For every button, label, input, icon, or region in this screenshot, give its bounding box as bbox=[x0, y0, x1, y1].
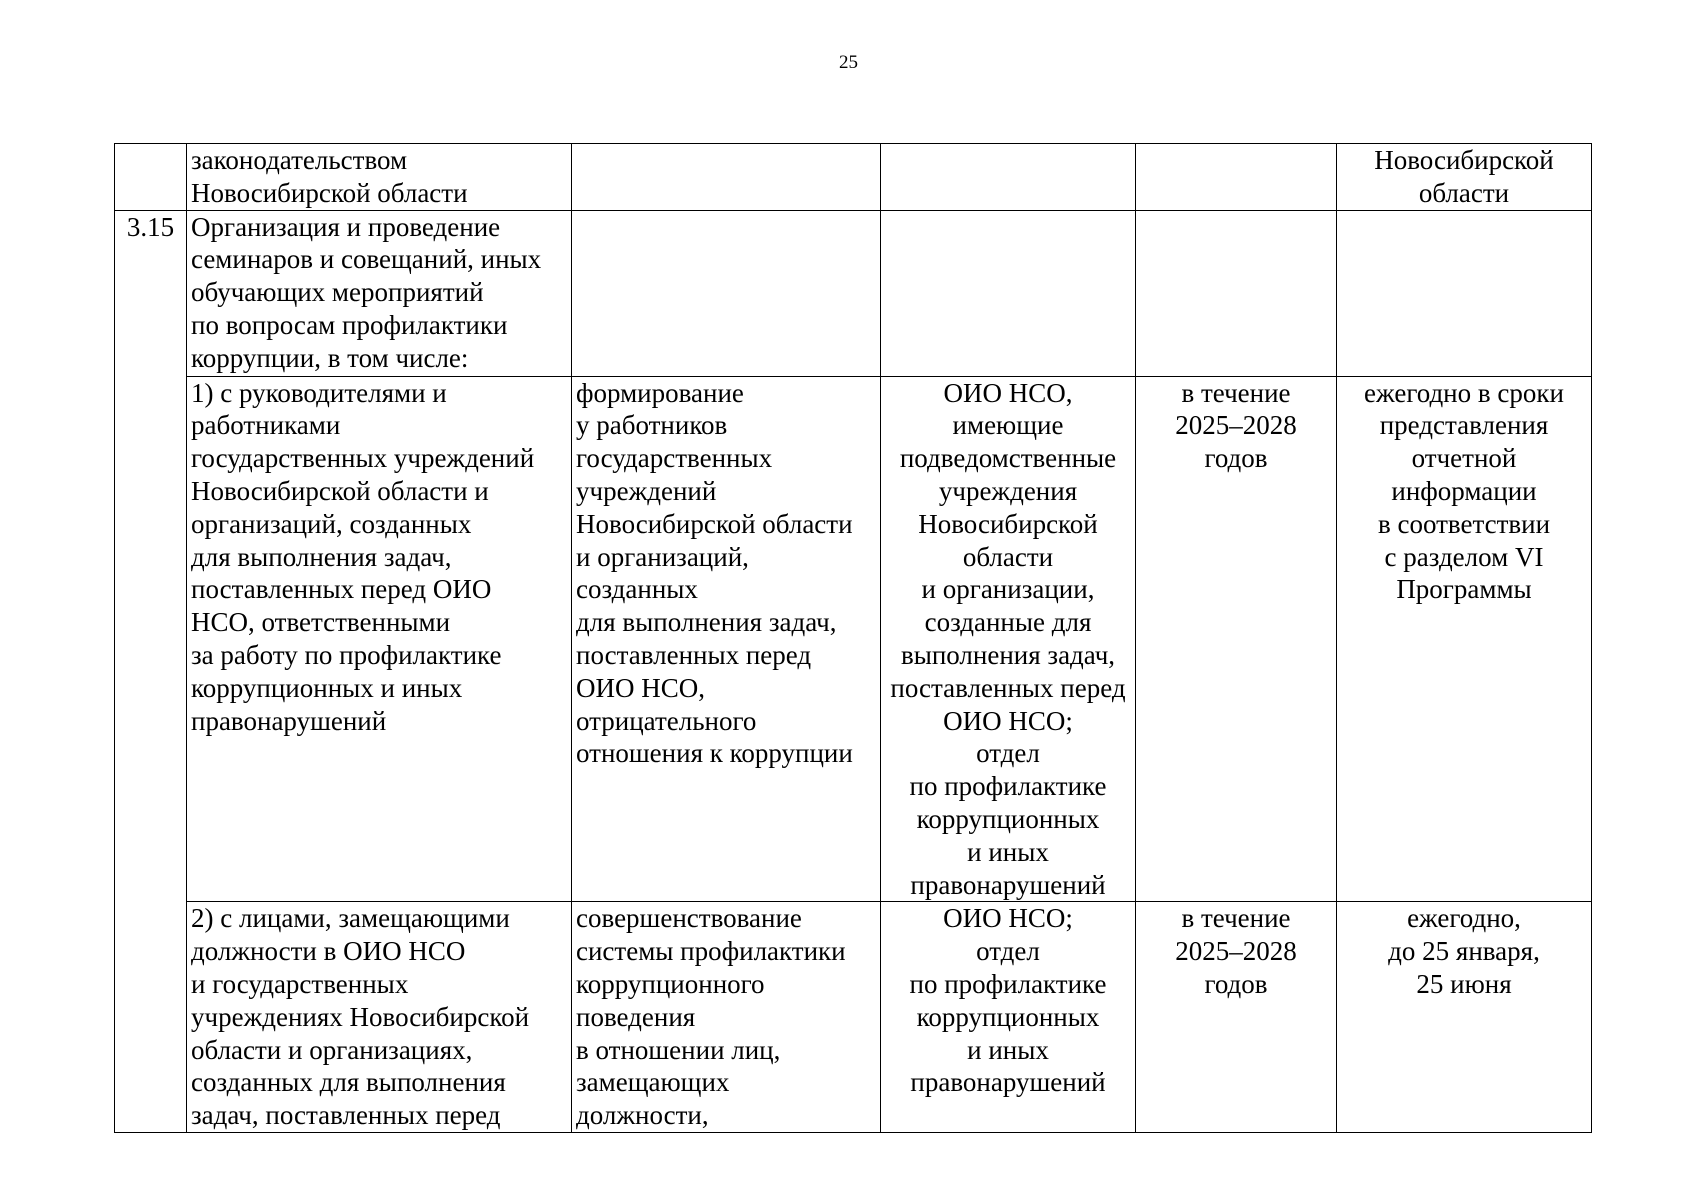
row-number-cell bbox=[115, 144, 187, 211]
executor-cell: ОИО НСО; отдел по профилактике коррупционных и иных правонарушений bbox=[881, 902, 1136, 1133]
event-cell: 2) с лицами, замещающими должности в ОИО НСО и государственных учреждениях Новосибирской области и организациях, созданных для выполнения задач, поставленных перед bbox=[187, 902, 572, 1133]
table-row bbox=[115, 144, 1592, 211]
event-cell: 1) с руководителями и работниками государственных учреждений Новосибирской области и организаций, созданных для выполнения задач, поставленных перед ОИО НСО, ответственными за работу по профилактике коррупционных и иных правонарушений bbox=[187, 376, 572, 902]
goal-cell: формирование у работников государственных учреждений Новосибирской области и организаций, созданных для выполнения задач, поставленных перед ОИО НСО, отрицательного отношения к коррупции bbox=[572, 376, 881, 902]
period-cell: в течение 2025–2028 годов bbox=[1136, 902, 1337, 1133]
row-number-cell: 3.15 bbox=[115, 210, 187, 1132]
executor-cell: ОИО НСО, имеющие подведомственные учреждения Новосибирской области и организации, созданные для выполнения задач, поставленных перед ОИО НСО; отдел по профилактике коррупционных и иных правонарушений bbox=[881, 376, 1136, 902]
goal-cell bbox=[572, 144, 881, 211]
period-cell bbox=[1136, 210, 1337, 376]
event-cell: законодательством Новосибирской области bbox=[187, 144, 572, 211]
event-cell: Организация и проведение семинаров и совещаний, иных обучающих мероприятий по вопросам профилактики коррупции, в том числе: bbox=[187, 210, 572, 376]
report-cell: ежегодно, до 25 января, 25 июня bbox=[1337, 902, 1592, 1133]
table-row bbox=[115, 902, 1592, 1133]
executor-cell bbox=[881, 144, 1136, 211]
page-number: 25 bbox=[839, 52, 858, 73]
table-row bbox=[115, 210, 1592, 376]
goal-cell bbox=[572, 210, 881, 376]
report-cell bbox=[1337, 210, 1592, 376]
period-cell bbox=[1136, 144, 1337, 211]
report-cell: Новосибирской области bbox=[1337, 144, 1592, 211]
executor-cell bbox=[881, 210, 1136, 376]
measures-table bbox=[114, 143, 1592, 1133]
table-row bbox=[115, 376, 1592, 902]
report-cell: ежегодно в сроки представления отчетной информации в соответствии с разделом VI Программы bbox=[1337, 376, 1592, 902]
period-cell: в течение 2025–2028 годов bbox=[1136, 376, 1337, 902]
goal-cell: совершенствование системы профилактики коррупционного поведения в отношении лиц, замещающих должности, bbox=[572, 902, 881, 1133]
